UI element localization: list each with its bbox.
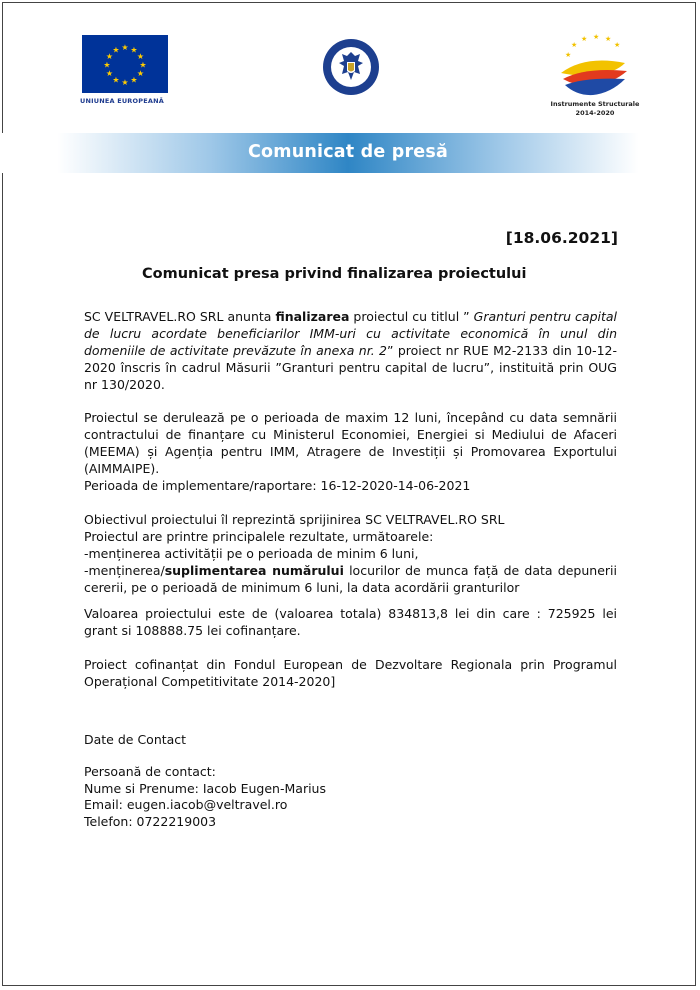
- svg-text:★: ★: [614, 41, 621, 49]
- p1-bold-completion: finalizarea: [275, 309, 350, 324]
- svg-text:★: ★: [130, 45, 138, 55]
- svg-text:★: ★: [565, 51, 572, 59]
- p1-text-a: SC VELTRAVEL.RO SRL anunta: [84, 309, 276, 324]
- svg-text:★: ★: [571, 41, 578, 49]
- is-caption-line1: Instrumente Structurale: [550, 100, 640, 108]
- svg-text:★: ★: [121, 43, 129, 52]
- svg-text:★: ★: [112, 75, 120, 85]
- contact-heading: Date de Contact: [84, 732, 187, 747]
- result2-text-a: -menținerea/: [84, 563, 165, 578]
- p1-text-e: ” proiect nr RUE M2-2133 din 10-12-2020 înscris în cadrul Măsurii ”Granturi pentru capital de lucru”, instituită prin OUG nr 130/2020.: [84, 343, 618, 392]
- is-caption-line2: 2014-2020: [575, 109, 615, 117]
- banner-title: Comunicat de presă: [248, 142, 448, 162]
- contact-details: [84, 764, 326, 830]
- svg-text:★: ★: [105, 69, 114, 78]
- paragraph-objectives: [84, 511, 617, 596]
- paragraph-project-completion: [84, 308, 617, 393]
- p2-text: Proiectul se derulează pe o perioada de maxim 12 luni, începând cu data semnării contractului de finanțare cu Ministerul Economiei, Energiei si Mediului de Afaceri (MEEMA) și Agenția pentru IMM, Atragere de Investiții și Promovarea Exportului (AIMMAIPE).: [84, 410, 617, 476]
- svg-text:★: ★: [581, 35, 588, 43]
- svg-text:★: ★: [105, 52, 114, 61]
- results-intro: Proiectul are printre principalele rezultate, următoarele:: [84, 529, 434, 544]
- paragraph-project-duration: [84, 409, 617, 477]
- objective-line: Obiectivul proiectului îl reprezintă sprijinirea SC VELTRAVEL.RO SRL: [84, 512, 505, 527]
- result2-bold: suplimentarea numărului: [164, 563, 344, 578]
- document-title: Comunicat presa privind finalizarea proiectului: [142, 266, 527, 282]
- contact-email[interactable]: Email: eugen.iacob@veltravel.ro: [84, 797, 288, 812]
- contact-phone: Telefon: 0722219003: [84, 813, 217, 829]
- svg-text:★: ★: [605, 35, 612, 43]
- svg-text:★: ★: [593, 33, 600, 41]
- svg-text:★: ★: [136, 52, 145, 61]
- result2-text-c: locurilor de munca față de data depunerii cererii, pe o perioadă de minimum 6 luni, la data acordării granturilor: [84, 563, 617, 595]
- eu-flag-logo: [82, 35, 168, 93]
- paragraph-project-value: Valoarea proiectului este de (valoarea totala) 834813,8 lei din care : 725925 lei grant si 108888.75 lei cofinanțare.: [84, 606, 617, 638]
- paragraph-cofinancing: Proiect cofinanțat din Fondul European de Dezvoltare Regionala prin Programul Operațional Competitivitate 2014-2020]: [84, 657, 617, 689]
- release-date: [18.06.2021]: [505, 229, 618, 247]
- svg-text:★: ★: [130, 75, 138, 85]
- svg-text:★: ★: [136, 69, 145, 78]
- svg-text:★: ★: [121, 78, 129, 87]
- government-seal-logo: [322, 38, 380, 96]
- result-item: [84, 562, 617, 596]
- eu-caption: UNIUNEA EUROPEANĂ: [80, 97, 164, 105]
- svg-text:★: ★: [112, 45, 120, 55]
- implementation-period: Perioada de implementare/raportare: 16-12-2020-14-06-2021: [84, 478, 471, 493]
- contact-name: Nume si Prenume: Iacob Eugen-Marius: [84, 780, 326, 796]
- structural-instruments-caption: [540, 100, 650, 118]
- p1-project-title: Granturi pentru capital de lucru acordate beneficiarilor IMM-uri cu activitate economică în unul din domeniile de activitate prevăzute în anexa nr. 2: [84, 309, 618, 358]
- contact-person-label: Persoană de contact:: [84, 764, 216, 779]
- p1-text-c: proiectul cu titlul ”: [349, 309, 474, 324]
- svg-text:★: ★: [103, 60, 111, 70]
- result-item: -menținerea activității pe o perioada de minim 6 luni,: [84, 546, 419, 561]
- svg-text:★: ★: [139, 60, 147, 70]
- structural-instruments-logo: [555, 33, 633, 103]
